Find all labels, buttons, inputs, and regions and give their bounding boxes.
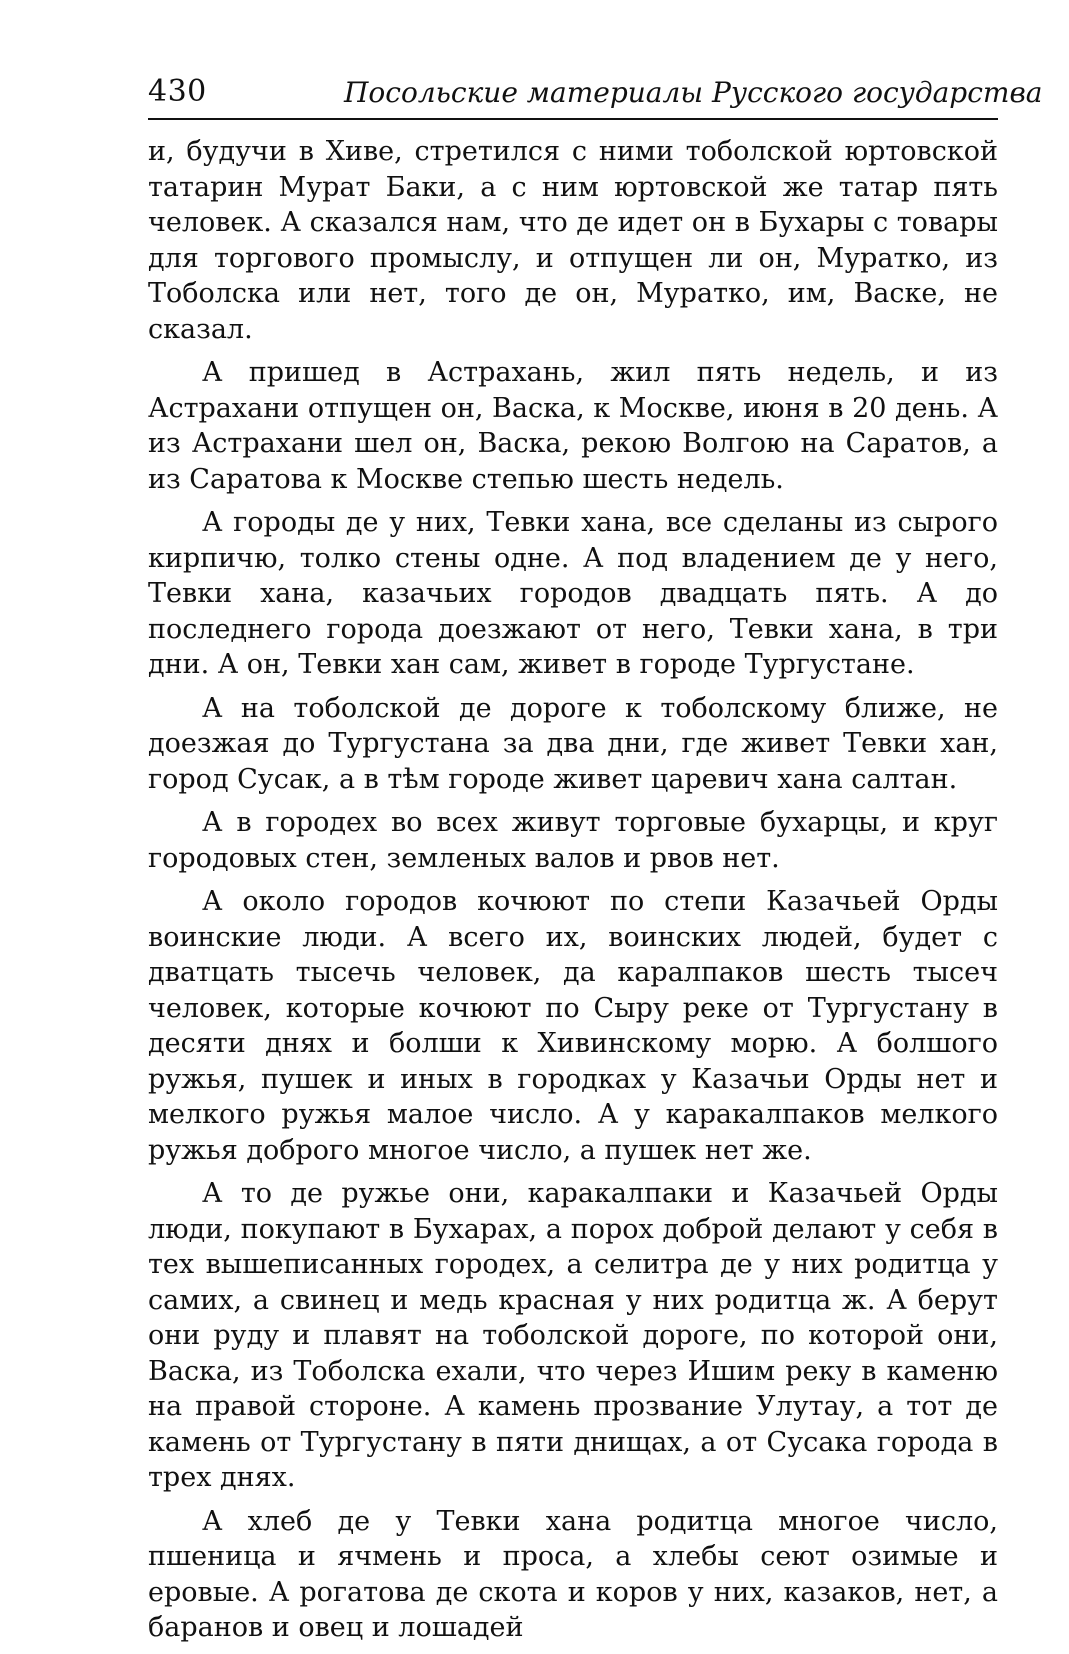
page-number: 430 bbox=[148, 74, 207, 109]
body-text bbox=[148, 134, 998, 1646]
paragraph-7: А то де ружье они, каракалпаки и Казачьей Орды люди, покупают в Бухарах, а порох доброй делают у себя в тех вышеписанных городех, а селитра де у них родитца у самих, а свинец и медь красная у них родитца ж. А берут они руду и плавят на тоболской дороге, по которой они, Васка, из Тоболска ехали, что через Ишим реку в каменю на правой стороне. А камень прозвание Улутау, а тот де камень от Тургустану в пяти днищах, а от Сусака города в трех днях. bbox=[148, 1178, 998, 1493]
paragraph-3: А городы де у них, Тевки хана, все сделаны из сырого кирпичю, толко стены одне. А под владением де у него, Тевки хана, казачьих городов двадцать пять. А до последнего города доезжают от него, Тевки хана, в три дни. А он, Тевки хан сам, живет в городе Тургустане. bbox=[148, 507, 998, 680]
paragraph-2: А пришед в Астрахань, жил пять недель, и из Астрахани отпущен он, Васка, к Москве, июня в 20 день. А из Астрахани шел он, Васка, рекою Волгою на Саратов, а из Саратова к Москве степью шесть недель. bbox=[148, 357, 998, 495]
paragraph-8: А хлеб де у Тевки хана родитца многое число, пшеница и ячмень и проса, а хлебы сеют озимые и еровые. А рогатова де скота и коров у них, казаков, нет, а баранов и овец и лошадей bbox=[148, 1505, 998, 1643]
book-page bbox=[148, 72, 1043, 1654]
paragraph-1: и, будучи в Хиве, стретился с ними тоболской юртовской татарин Мурат Баки, а с ним юртовской же татар пять человек. А сказался нам, что де идет он в Бухары с товары для торгового промыслу, и отпущен ли он, Муратко, из Тоболска или нет, того де он, Муратко, им, Васке, не сказал. bbox=[148, 136, 998, 345]
paragraph-6: А около городов кочюют по степи Казачьей Орды воинские люди. А всего их, воинских людей, будет с дватцать тысечь человек, да каралпаков шесть тысеч человек, которые кочюют по Сыру реке от Тургустану в десяти днях и болши к Хивинскому морю. А болшого ружья, пушек и иных в городках у Казачьи Орды нет и мелкого ружья малое число. А у каракалпаков мелкого ружья доброго многое число, а пушек нет же. bbox=[148, 886, 998, 1166]
paragraph-4: А на тоболской де дороге к тоболскому ближе, не доезжая до Тургустана за два дни, где живет Тевки хан, город Сусак, а в тѣм городе живет царевич хана салтан. bbox=[148, 692, 998, 795]
running-head bbox=[148, 72, 1043, 120]
paragraph-5: А в городех во всех живут торговые бухарцы, и круг городовых стен, земленых валов и рвов нет. bbox=[148, 807, 998, 874]
running-title: Посольские материалы Русского государства bbox=[344, 76, 1043, 109]
